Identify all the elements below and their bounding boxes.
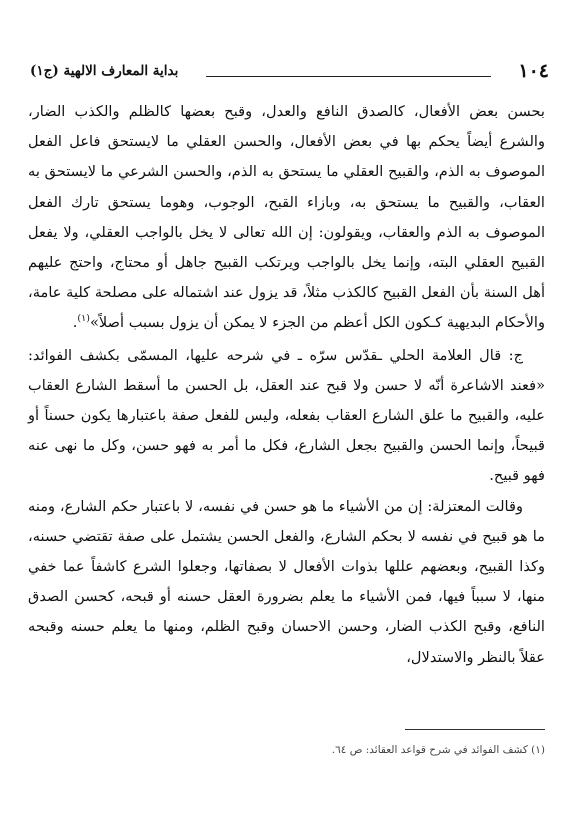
footnote-separator [405,729,545,730]
main-text [28,97,545,673]
footnote: (١) كشف الفوائد في شرح قواعد العقائد: ص ٦٤. [331,744,545,756]
footnote-reference: (١) [77,313,90,325]
running-title: بداية المعارف الالهية (ج١) [30,63,179,79]
paragraph-3: وقالت المعتزلة: إن من الأشياء ما هو حسن في نفسه، لا باعتبار حكم الشارع، ومنه ما هو قبيح في نفسه لا بحكم الشارع، والفعل الحسن يشتمل على صفة تقتضي حسنه، وكذا القبيح، وبعضهم عللها بذوات الأفعال لا بصفاتها، وجعلوا الشرع كاشفاً عما خفي منها، لا سبباً فيها، فمن الأشياء ما يعلم بضرورة العقل حسنه أو قبحه، كحسن الصدق النافع، وقبح الكذب الضار، وحسن الاحسان وقبح الظلم، ومنها ما يعلم حسنه وقبحه عقلاً بالنظر والاستدلال، [28,497,545,666]
page-header [30,56,549,90]
paragraph-1-text: بحسن بعض الأفعال، كالصدق النافع والعدل، وقبح بعضها كالظلم والكذب الضار، والشرع أيضاً يحكم بها في بعض الأفعال، والحسن العقلي ما لايستحق فاعل الفعل الموصوف به الذم، والقبيح العقلي ما يستحق به الذم، والحسن الشرعي ما لايستحق به العقاب، والقبيح ما يستحق به، وبازاء القبح، الوجوب، وهوما يستحق تارك الفعل الموصوف به الذم والعقاب، ويقولون: إن الله تعالى لا يخل بالواجب العقلي، ولا يفعل القبيح العقلي البته، وإنما يخل بالواجب ويرتكب القبيح جاهل أو محتاج، واحتج عليهم أهل السنة بأن الفعل القبيح كالكذب مثلاً، قد يزول عند اشتماله على مصلحة كلية عامة، والأحكام البديهية كـكون الكل أعظم من الجزء لا يمكن أن يزول بسبب أصلاً» [28,103,545,332]
page-number: ١٠٤ [518,60,549,82]
paragraph-1 [28,97,545,339]
header-rule [206,76,491,77]
paragraph-2: ج: قال العلامة الحلي ـقدّس سرّه ـ في شرحه عليها، المسمّى بكشف الفوائد: «فعند الاشاعرة أنّه لا حسن ولا قبح عند العقل، بل الحسن ما أسقط الشارع العقاب عليه، والقبيح ما علق الشارع العقاب بفعله، وليس للفعل صفة باعتبارها يكون حسناً أو قبيحاً، وإنما الحسن والقبيح بجعل الشارع، فكل ما أمر به فهو حسن، وكل ما نهى عنه فهو قبيح. [28,346,545,485]
paragraph-1-end: . [72,314,78,332]
